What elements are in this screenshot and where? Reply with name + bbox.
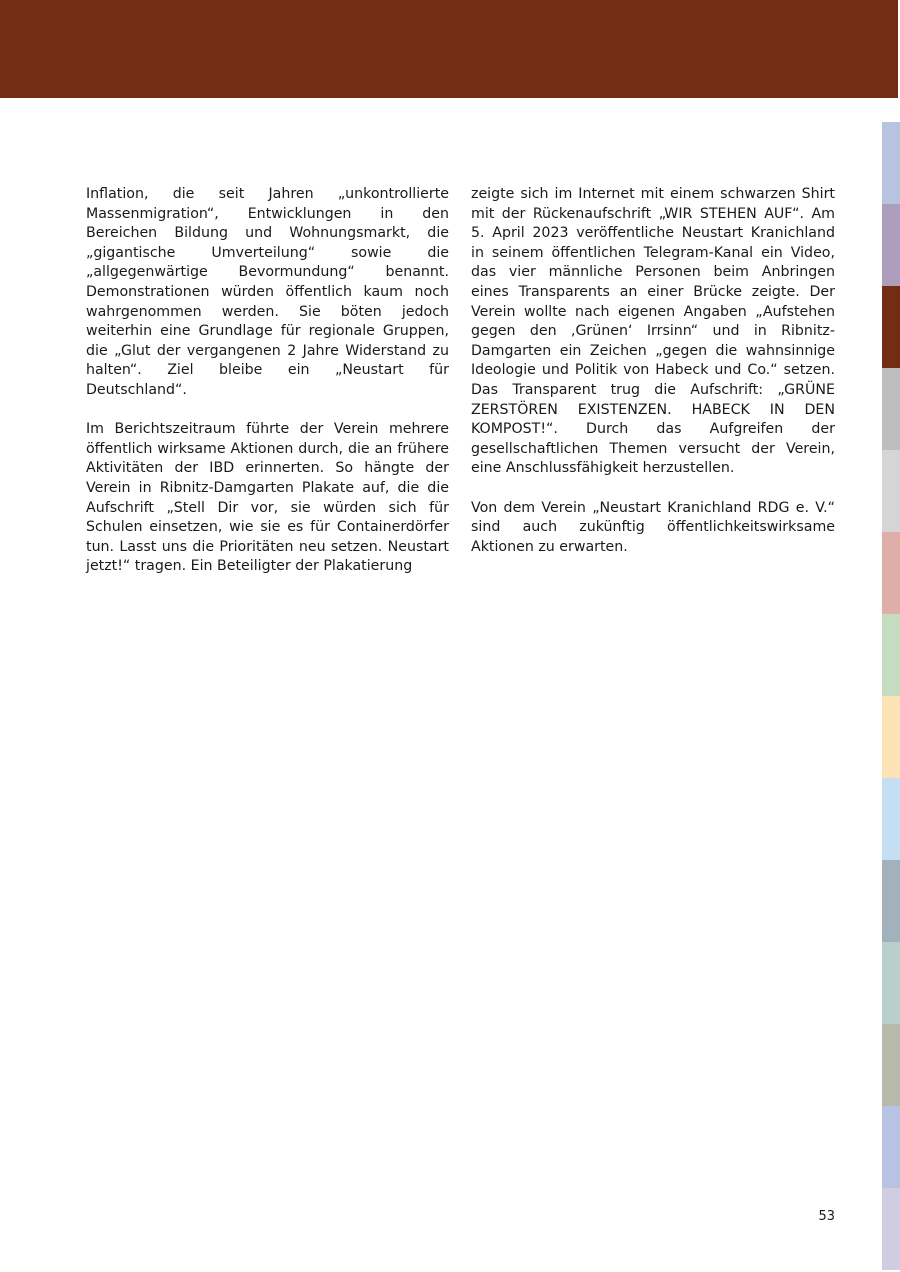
chapter-tab[interactable] bbox=[882, 696, 900, 778]
right-column bbox=[471, 185, 835, 557]
chapter-tab[interactable] bbox=[882, 942, 900, 1024]
left-paragraph-1: Inflation, die seit Jahren „unkontrollierte Massenmigration“, Entwicklungen in den Bereichen Bildung und Wohnungsmarkt, die „gigantische Umverteilung“ sowie die „allgegenwärtige Bevormundung“ benannt. Demonstrationen würden öffentlich kaum noch wahrgenommen werden. Sie böten jedoch weiterhin eine Grundlage für regionale Gruppen, die „Glut der vergangenen 2 Jahre Widerstand zu halten“. Ziel bleibe ein „Neustart für Deutschland“. bbox=[86, 186, 449, 398]
page-number: 53 bbox=[818, 1209, 835, 1224]
chapter-tab[interactable] bbox=[882, 860, 900, 942]
right-paragraph-1: zeigte sich im Internet mit einem schwarzen Shirt mit der Rückenaufschrift „WIR STEHEN AUF“. Am 5. April 2023 veröffentliche Neustart Kranichland in seinem öffentlichen Telegram-Kanal ein Video, das vier männliche Personen beim Anbringen eines Transparents an einer Brücke zeigte. Der Verein wollte nach eigenen Angaben „Aufstehen gegen den ‚Grünen‘ Irrsinn“ und in Ribnitz-Damgarten ein Zeichen „gegen die wahnsinnige Ideologie und Politik von Habeck und Co.“ setzen. Das Transparent trug die Aufschrift: „GRÜNE ZERSTÖREN EXISTENZEN. HABECK IN DEN KOMPOST!“. Durch das Aufgreifen der gesellschaftlichen Themen versucht der Verein, eine Anschlussfähigkeit herzustellen. bbox=[471, 186, 835, 477]
chapter-tab[interactable] bbox=[882, 450, 900, 532]
header-band bbox=[0, 0, 898, 98]
left-paragraph-2: Im Berichtszeitraum führte der Verein mehrere öffentlich wirksame Aktionen durch, die an frühere Aktivitäten der IBD erinnerten. So hängte der Verein in Ribnitz-Damgarten Plakate auf, die die Aufschrift „Stell Dir vor, sie würden sich für Schulen einsetzen, wie sie es für Containerdörfer tun. Lasst uns die Prioritäten neu setzen. Neustart jetzt!“ tragen. Ein Beteiligter der Plakatierung bbox=[86, 421, 449, 575]
right-paragraph-2: Von dem Verein „Neustart Kranichland RDG e. V.“ sind auch zukünftig öffentlichkeitswirksame Aktionen zu erwarten. bbox=[471, 499, 835, 555]
chapter-tab[interactable] bbox=[882, 778, 900, 860]
chapter-tab[interactable] bbox=[882, 614, 900, 696]
chapter-tab[interactable] bbox=[882, 1024, 900, 1106]
chapter-tab[interactable] bbox=[882, 532, 900, 614]
chapter-tab[interactable] bbox=[882, 122, 900, 204]
chapter-tab[interactable] bbox=[882, 204, 900, 286]
chapter-tab[interactable] bbox=[882, 1188, 900, 1270]
chapter-tab[interactable] bbox=[882, 368, 900, 450]
chapter-tab-strip bbox=[882, 122, 900, 1270]
chapter-tab[interactable] bbox=[882, 1106, 900, 1188]
left-column bbox=[86, 185, 449, 577]
chapter-tab-active[interactable] bbox=[882, 286, 900, 368]
